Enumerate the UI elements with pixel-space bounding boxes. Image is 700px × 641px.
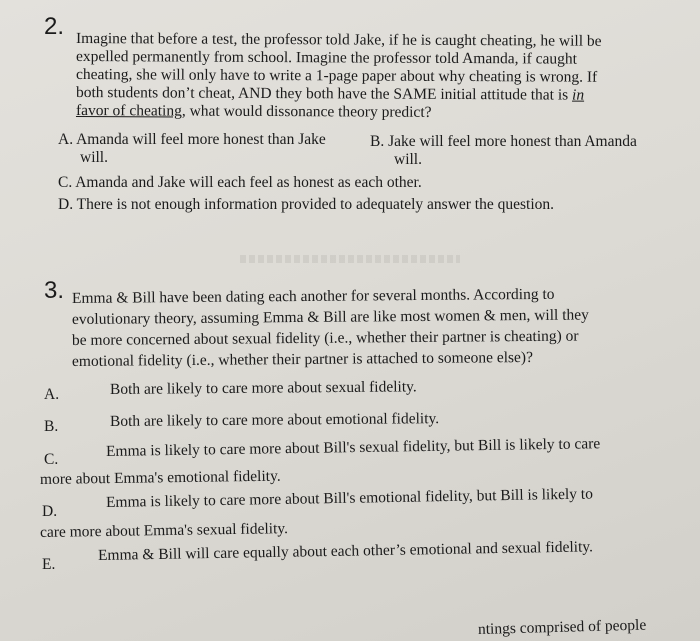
q2-option-a-cont: will. — [80, 149, 108, 166]
q3-option-c-text-cont: more about Emma's emotional fidelity. — [39, 467, 281, 488]
q3-option-c-text: Emma is likely to care more about Bill's sexual fidelity, but Bill is likely to care — [105, 435, 601, 460]
q2-option-a: A. Amanda will feel more honest than Jake — [58, 131, 326, 148]
question-2-number: 2. — [44, 13, 65, 40]
emphasis-favor-of-cheating: favor of cheating — [75, 102, 182, 120]
bleed-through-text — [240, 255, 460, 263]
q2-option-b: B. Jake will feel more honest than Amanda — [370, 133, 637, 150]
footer-text-fragment: ntings comprised of people — [477, 616, 647, 638]
q3-option-b-text: Both are likely to care more about emotional fidelity. — [109, 410, 440, 430]
q2-option-d: D. There is not enough information provided to adequately answer the question. — [58, 196, 555, 213]
q3-option-e-letter: E. — [42, 556, 56, 573]
q3-option-b-letter: B. — [44, 418, 59, 435]
q3-option-c-letter: C. — [44, 451, 59, 468]
q3-option-e-text: Emma & Bill will care equally about each other’s emotional and sexual fidelity. — [97, 538, 594, 564]
question-3-number: 3. — [44, 277, 65, 304]
question-2-text-line: cheating, she will only have to write a 1-page paper about why cheating is wrong. If — [75, 66, 598, 86]
q3-option-a-letter: A. — [44, 386, 60, 403]
question-2-text-line: Imagine that before a test, the professor told Jake, if he is caught cheating, he will be — [75, 30, 602, 50]
question-3-text-line: evolutionary theory, assuming Emma & Bill are like most women & men, will they — [71, 306, 589, 328]
q3-option-d-text-cont: care more about Emma's sexual fidelity. — [39, 520, 289, 541]
question-2-text-segment: both students don’t cheat, AND they both have the SAME initial attitude that is — [75, 84, 573, 104]
question-3-text-line: emotional fidelity (i.e., whether their partner is attached to someone else)? — [71, 348, 534, 370]
q3-option-d-text: Emma is likely to care more about Bill's emotional fidelity, but Bill is likely to — [105, 485, 594, 511]
question-3-text-line: be more concerned about sexual fidelity (i.e., whether their partner is cheating) or — [71, 327, 579, 349]
question-3-text-line: Emma & Bill have been dating each another for several months. According to — [71, 285, 555, 307]
q3-option-d-letter: D. — [42, 503, 58, 520]
question-2-text-line: expelled permanently from school. Imagine the professor told Amanda, if caught — [75, 48, 578, 68]
q2-option-b-cont: will. — [394, 151, 422, 168]
emphasis-in: in — [572, 86, 585, 104]
q2-option-c: C. Amanda and Jake will each feel as honest as each other. — [58, 174, 422, 191]
q3-option-a-text: Both are likely to care more about sexual fidelity. — [109, 378, 417, 398]
question-2-text-line — [76, 102, 432, 122]
question-2-text-segment: , what would dissonance theory predict? — [181, 102, 432, 121]
